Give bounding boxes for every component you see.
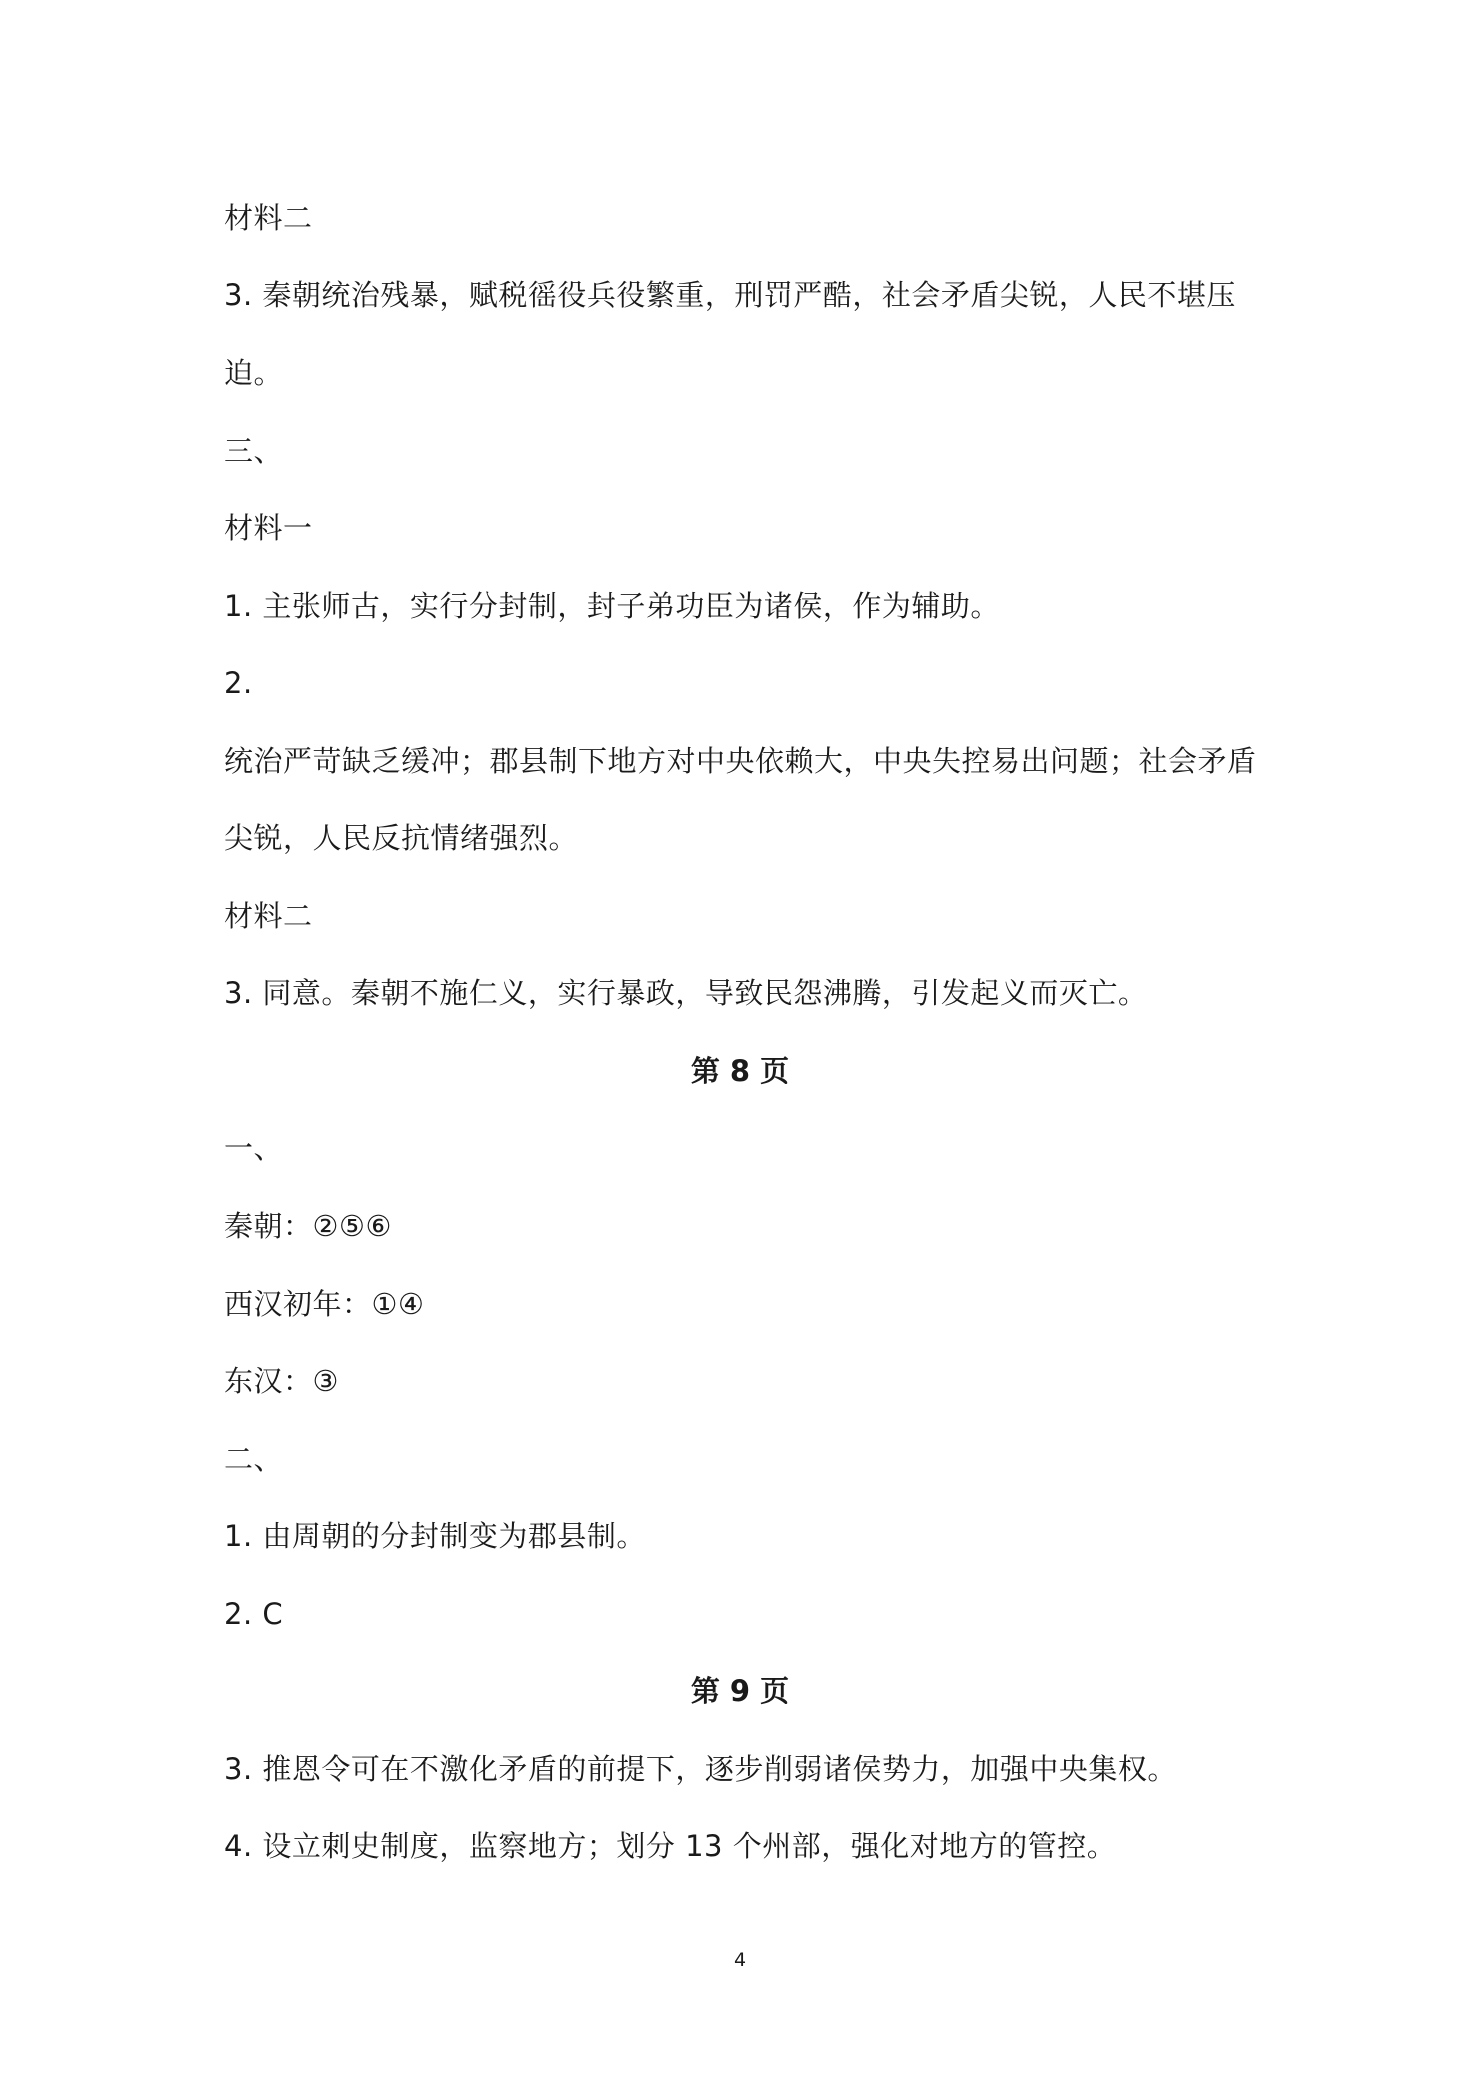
text-line: 材料二: [224, 201, 313, 235]
page-heading: 第 8 页: [690, 1054, 790, 1088]
text-line: 材料二: [224, 899, 313, 933]
text-line: 1. 主张师古，实行分封制，封子弟功臣为诸侯，作为辅助。: [224, 589, 1000, 623]
text-line: 3. 同意。秦朝不施仁义，实行暴政，导致民怨沸腾，引发起义而灭亡。: [224, 976, 1148, 1010]
text-line: 2. C: [224, 1597, 284, 1631]
text-line: 3. 秦朝统治残暴，赋税徭役兵役繁重，刑罚严酷，社会矛盾尖锐，人民不堪压: [224, 278, 1236, 312]
text-line: 2.: [224, 666, 253, 700]
text-line: 材料一: [224, 511, 313, 545]
text-line: 秦朝：②⑤⑥: [224, 1209, 392, 1243]
section-number: 一、: [224, 1131, 284, 1165]
page-heading: 第 9 页: [690, 1674, 790, 1708]
text-line: 迫。: [224, 356, 284, 390]
text-line: 统治严苛缺乏缓冲；郡县制下地方对中央依赖大，中央失控易出问题；社会矛盾: [224, 744, 1257, 778]
text-line: 东汉：③: [224, 1364, 339, 1398]
section-number: 三、: [224, 434, 284, 468]
text-line: 3. 推恩令可在不激化矛盾的前提下，逐步削弱诸侯势力，加强中央集权。: [224, 1752, 1177, 1786]
text-line: 尖锐，人民反抗情绪强烈。: [224, 821, 579, 855]
text-line: 1. 由周朝的分封制变为郡县制。: [224, 1519, 646, 1553]
section-number: 二、: [224, 1442, 284, 1476]
page-number: 4: [733, 1949, 747, 1971]
text-line: 4. 设立刺史制度，监察地方；划分 13 个州部，强化对地方的管控。: [224, 1829, 1117, 1863]
text-line: 西汉初年：①④: [224, 1287, 425, 1321]
